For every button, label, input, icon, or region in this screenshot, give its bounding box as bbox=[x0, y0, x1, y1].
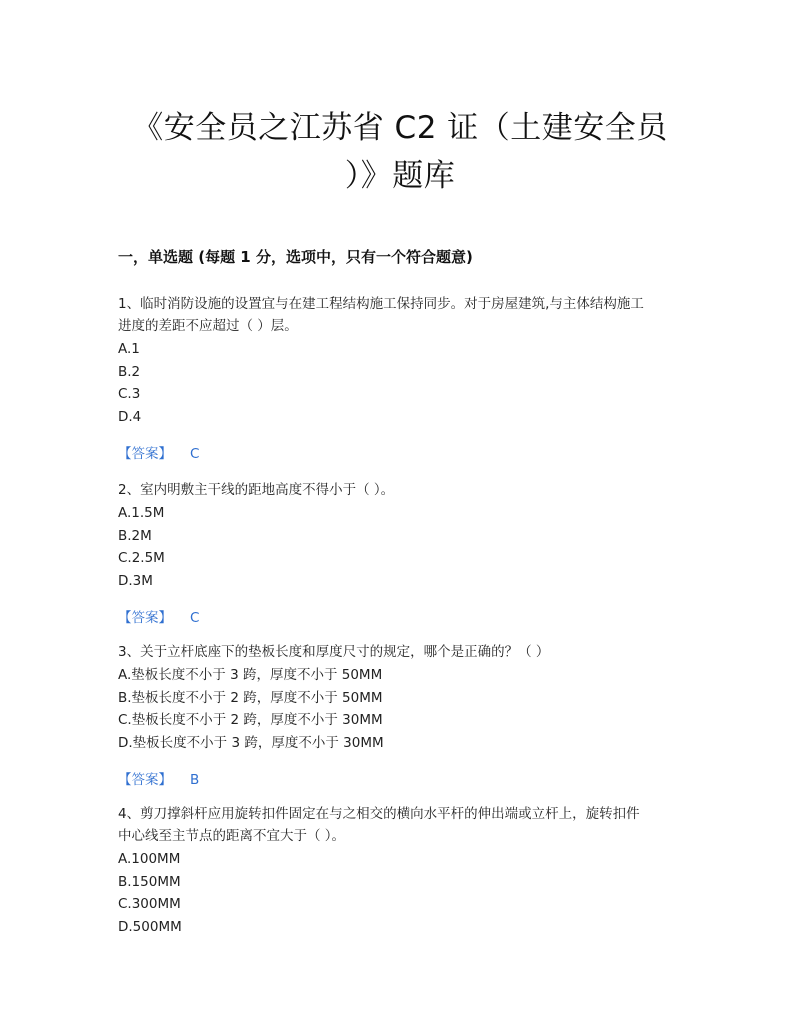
question-stem-line: 1、临时消防设施的设置宜与在建工程结构施工保持同步。对于房屋建筑,与主体结构施工 bbox=[118, 296, 644, 312]
option-a: A.1.5M bbox=[118, 505, 165, 521]
question-stem bbox=[118, 479, 683, 501]
question-stem bbox=[118, 293, 683, 337]
option-b: B.垫板长度不小于 2 跨，厚度不小于 50MM bbox=[118, 689, 383, 706]
answer-label: 【答案】 bbox=[118, 446, 172, 462]
question-stem-line: 进度的差距不应超过（ ）层。 bbox=[118, 318, 298, 334]
answer-label: 【答案】 bbox=[118, 610, 172, 626]
option-b: B.2 bbox=[118, 363, 141, 380]
document-title bbox=[90, 104, 710, 200]
title-line-1: 《安全员之江苏省 C2 证（土建安全员 bbox=[132, 110, 668, 146]
question-stem-line: 4、剪刀撑斜杆应用旋转扣件固定在与之相交的横向水平杆的伸出端或立杆上，旋转扣件 bbox=[118, 806, 640, 822]
answer-label: 【答案】 bbox=[118, 772, 172, 788]
answer-value: C bbox=[190, 446, 200, 462]
option-d: D.500MM bbox=[118, 918, 182, 935]
option-a: A.1 bbox=[118, 341, 140, 357]
option-b: B.150MM bbox=[118, 873, 181, 890]
option-a: A.100MM bbox=[118, 851, 181, 867]
option-d: D.3M bbox=[118, 572, 153, 589]
answer-row bbox=[118, 607, 683, 629]
question-3 bbox=[118, 641, 683, 791]
question-2 bbox=[118, 479, 683, 629]
question-4 bbox=[118, 803, 683, 938]
question-1 bbox=[118, 293, 683, 465]
option-b: B.2M bbox=[118, 527, 152, 544]
question-stem-line: 2、室内明敷主干线的距地高度不得小于（ ）。 bbox=[118, 482, 395, 498]
question-stem-line: 3、关于立杆底座下的垫板长度和厚度尺寸的规定，哪个是正确的？（ ） bbox=[118, 644, 550, 660]
question-stem bbox=[118, 803, 683, 847]
question-stem bbox=[118, 641, 683, 663]
answer-row bbox=[118, 443, 683, 465]
option-c: C.300MM bbox=[118, 896, 181, 912]
title-line-2: ）》题库 bbox=[344, 158, 456, 194]
answer-value: C bbox=[190, 610, 200, 626]
answer-value: B bbox=[190, 772, 200, 788]
option-a: A.垫板长度不小于 3 跨，厚度不小于 50MM bbox=[118, 667, 383, 683]
option-c: C.2.5M bbox=[118, 550, 165, 566]
option-c: C.3 bbox=[118, 386, 141, 402]
section-heading: 一，单选题 (每题 1 分，选项中，只有一个符合题意) bbox=[118, 248, 473, 266]
question-stem-line: 中心线至主节点的距离不宜大于（ ）。 bbox=[118, 828, 346, 844]
option-d: D.垫板长度不小于 3 跨，厚度不小于 30MM bbox=[118, 734, 384, 751]
option-c: C.垫板长度不小于 2 跨，厚度不小于 30MM bbox=[118, 712, 383, 728]
option-d: D.4 bbox=[118, 408, 142, 425]
answer-row bbox=[118, 769, 683, 791]
